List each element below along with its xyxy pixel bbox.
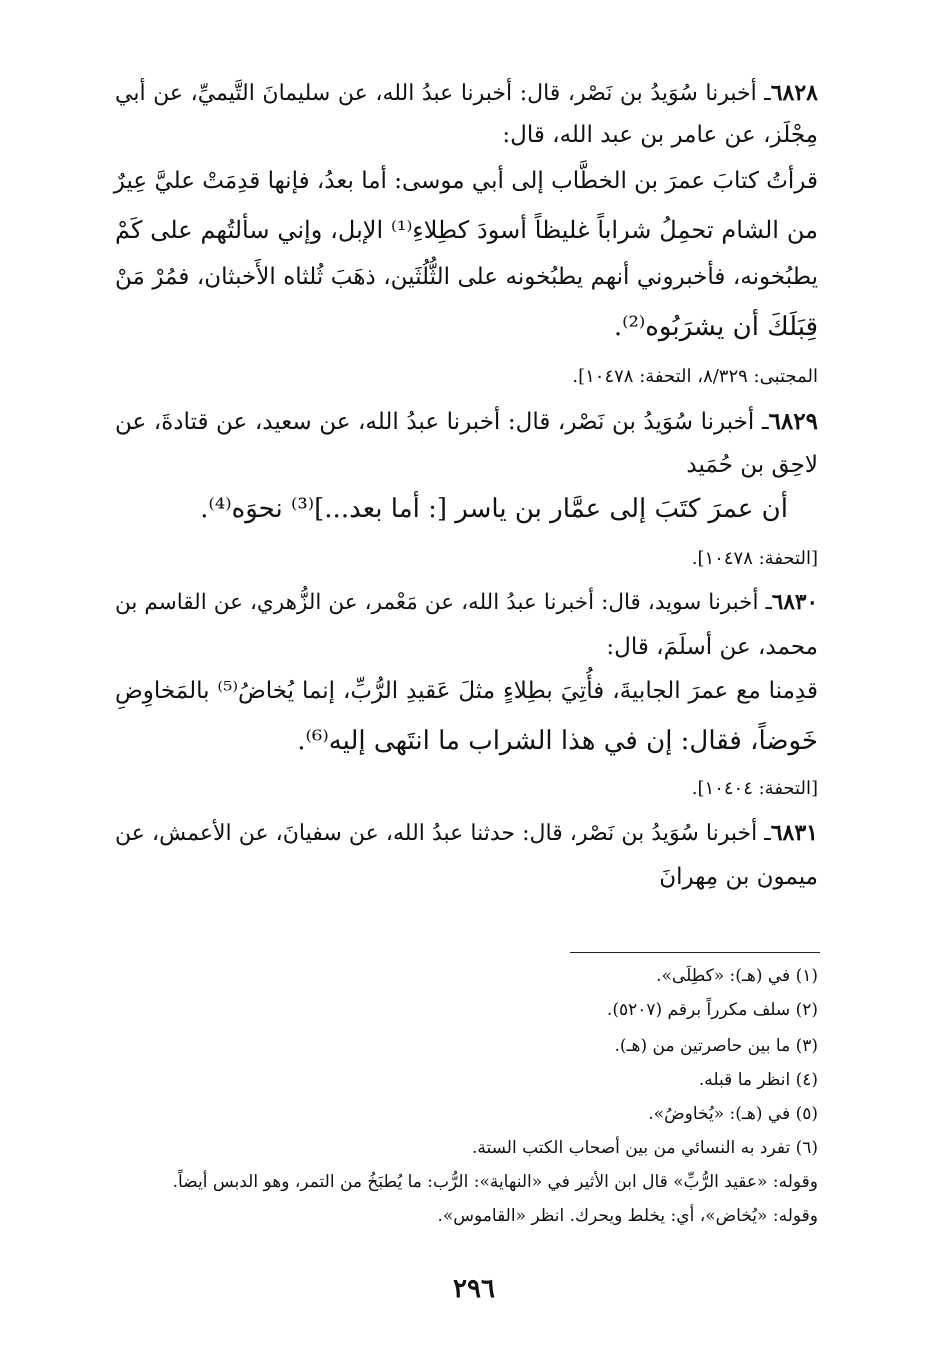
hadith-6828-isnad-line-1: ٦٨٢٨ـ أخبرنا سُوَيدُ بن نَصْر، قال: أخبرنا عبدُ الله، عن سليمانَ التَّيميِّ، عن أبي bbox=[115, 80, 818, 106]
footnote-4: (٤) انظر ما قبله. bbox=[698, 1070, 818, 1090]
hadith-number: ٦٨٣٠ bbox=[771, 590, 818, 615]
hadith-6828-matn-line-4: قِبَلَكَ أن يشرَبُوه⁽²⁾. bbox=[613, 312, 818, 342]
footnote-3: (٣) ما بين حاصرتين من (هـ). bbox=[614, 1036, 818, 1056]
hadith-6828-isnad-line-2: مِجْلَز، عن عامر بن عبد الله، قال: bbox=[502, 122, 818, 148]
page-number: ٢٩٦ bbox=[453, 1274, 495, 1304]
hadith-6830-reference: [التحفة: ١٠٤٠٤]. bbox=[691, 778, 818, 799]
footnote-2: (٢) سلف مكرراً برقم (٥٢٠٧). bbox=[606, 1000, 818, 1020]
hadith-6830-matn-line-2: خَوضاً، فقال: إن في هذا الشراب ما انتَهى إليه⁽⁶⁾. bbox=[297, 726, 818, 756]
hadith-6829-isnad-line-1: ٦٨٢٩ـ أخبرنا سُوَيدُ بن نَصْر، قال: أخبرنا عبدُ الله، عن سعيد، عن قتادةَ، عن bbox=[115, 408, 818, 435]
footnote-6-note-2: وقوله: «يُخاض»، أي: يخلط ويحرك. انظر «القاموس». bbox=[437, 1206, 818, 1226]
hadith-6829-matn-line-1: أن عمرَ كتَبَ إلى عمَّار بن ياسر [: أما بعد...]⁽³⁾ نحوَه⁽⁴⁾. bbox=[200, 494, 788, 524]
hadith-6828-matn-line-2: من الشام تحمِلُ شراباً غليظاً أسودَ كطِلاءِ⁽¹⁾ الإبل، وإني سألتُهم على كَمْ bbox=[115, 216, 818, 244]
hadith-6830-matn-line-1: قدِمنا مع عمرَ الجابيةَ، فأُتِيَ بطِلاءٍ مثلَ عَقيدِ الرُّبِّ، إنما يُخاضُ⁽⁵⁾ بالمَخاوِضِ bbox=[115, 678, 818, 704]
hadith-6831-isnad-line-1: ٦٨٣١ـ أخبرنا سُوَيدُ بن نَصْر، قال: حدثنا عبدُ الله، عن سفيانَ، عن الأعمش، عن bbox=[115, 820, 818, 846]
hadith-6828-matn-line-1: قرأتُ كتابَ عمرَ بن الخطَّاب إلى أبي موسى: أما بعدُ، فإنها قدِمَتْ عليَّ عِيرٌ bbox=[113, 168, 818, 194]
hadith-number: ٦٨٢٩ bbox=[768, 408, 818, 435]
hadith-6828-matn-line-3: يطبُخونه، فأخبروني أنهم يطبُخونه على الثُّلُثَين، ذهَبَ ثُلثاه الأَخبثان، فمُرْ مَنْ bbox=[115, 264, 818, 290]
hadith-6829-isnad-line-2: لاحِق بن حُمَيد bbox=[686, 452, 818, 478]
hadith-6830-isnad-line-2: محمد، عن أسلَمَ، قال: bbox=[606, 634, 818, 660]
hadith-6828-reference: المجتبى: ٨/٣٢٩، التحفة: ١٠٤٧٨]. bbox=[572, 366, 818, 387]
footnote-separator bbox=[570, 952, 820, 953]
hadith-number: ٦٨٣١ bbox=[770, 820, 818, 846]
hadith-6830-isnad-line-1: ٦٨٣٠ـ أخبرنا سويد، قال: أخبرنا عبدُ الله، عن مَعْمر، عن الزُّهري، عن القاسم بن bbox=[115, 590, 818, 615]
footnote-6-note-1: وقوله: «عقيد الرُّبِّ» قال ابن الأثير في «النهاية»: الرُّب: ما يُطبَخُ من التمر، وهو الدبس أيضاً. bbox=[172, 1172, 818, 1192]
footnote-1: (١) في (هـ): «كطِلَى». bbox=[656, 966, 818, 986]
hadith-6829-reference: [التحفة: ١٠٤٧٨]. bbox=[691, 548, 818, 569]
hadith-number: ٦٨٢٨ bbox=[770, 80, 818, 106]
footnote-6: (٦) تفرد به النسائي من بين أصحاب الكتب الستة. bbox=[471, 1138, 818, 1158]
hadith-6831-isnad-line-2: ميمون بن مِهرانَ bbox=[659, 864, 818, 890]
footnote-5: (٥) في (هـ): «يُخاوضُ». bbox=[648, 1104, 818, 1124]
